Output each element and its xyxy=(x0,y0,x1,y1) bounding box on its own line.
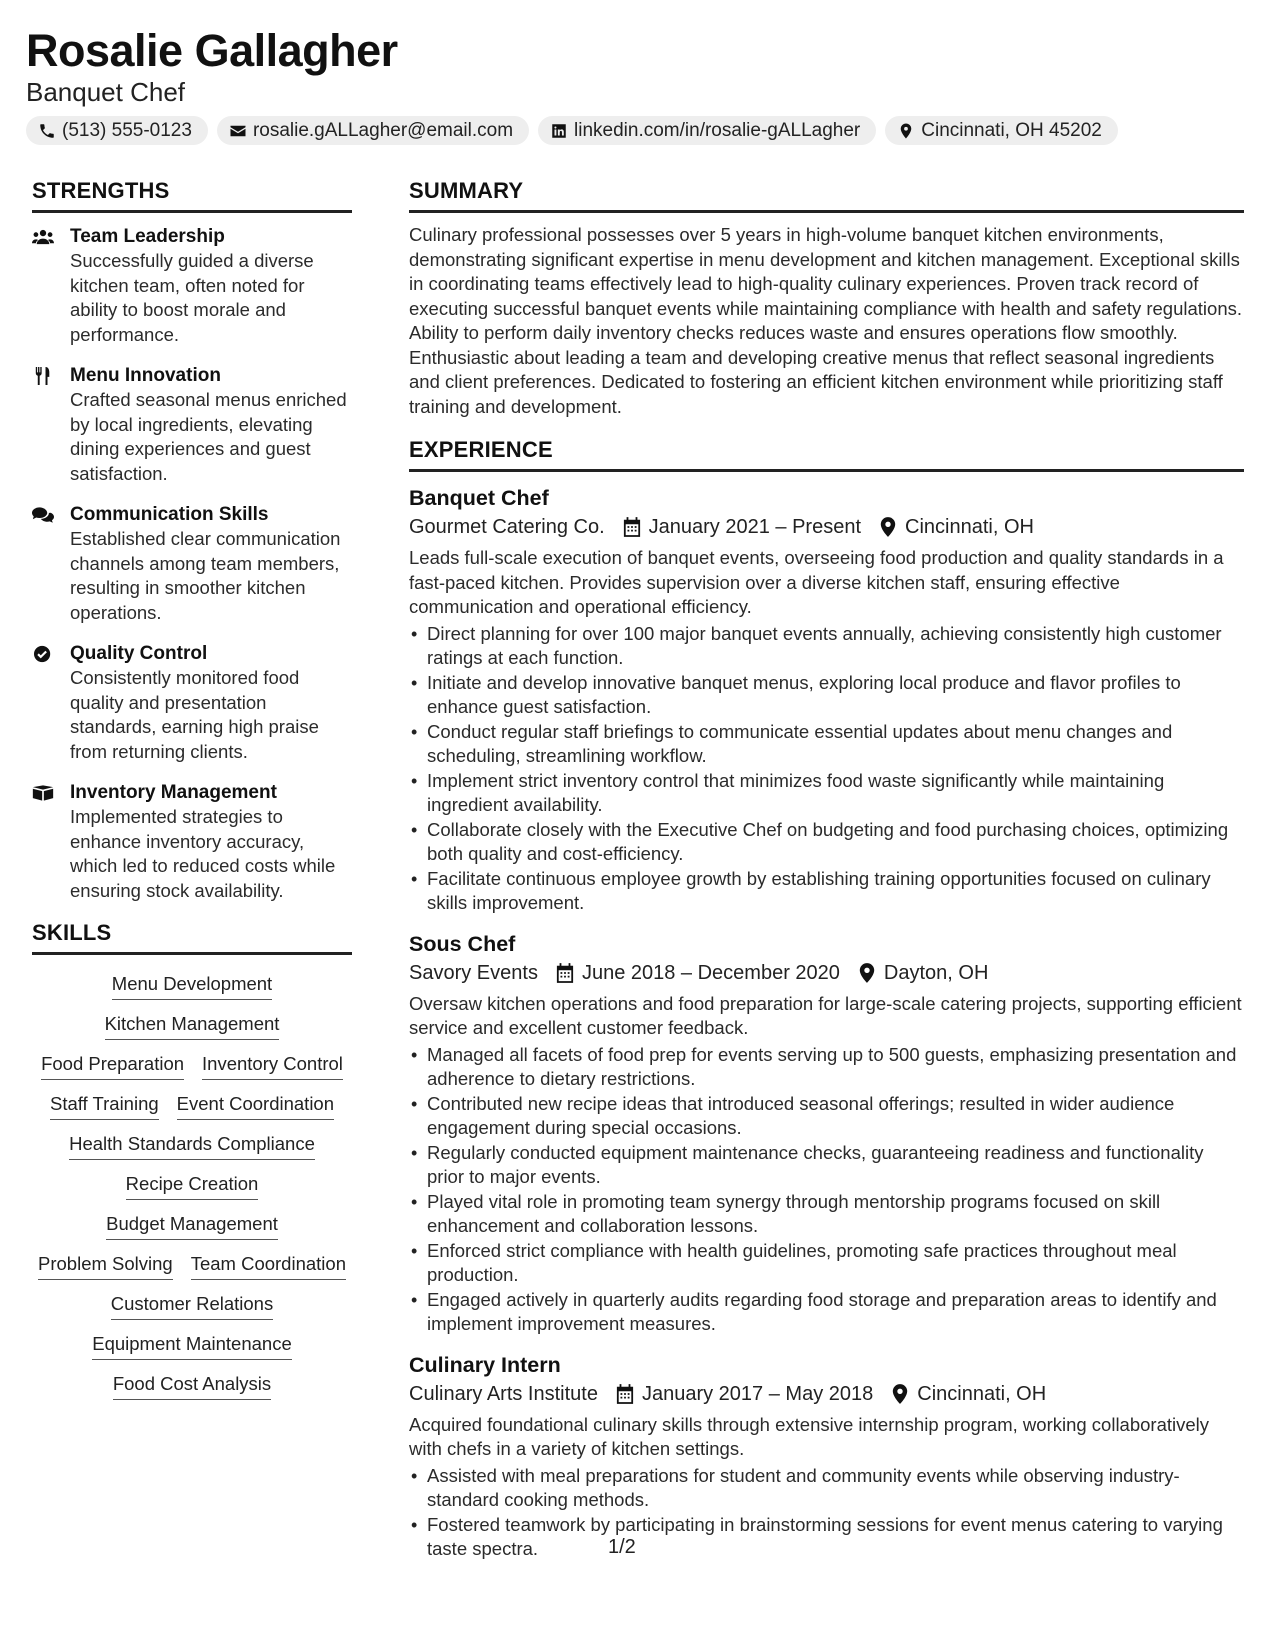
skill-tag: Health Standards Compliance xyxy=(69,1133,315,1160)
right-column xyxy=(409,178,1244,1576)
job-description: Leads full-scale execution of banquet events, overseeing food production and quality standards in a fast-paced kitchen. Provides supervision over a diverse kitchen staff, ensuring effective communication and operational efficiency. xyxy=(409,547,1224,617)
skill-tag: Problem Solving xyxy=(38,1253,173,1280)
skill-tag: Inventory Control xyxy=(202,1053,343,1080)
job-company: Gourmet Catering Co. xyxy=(409,516,605,538)
map-pin-icon xyxy=(891,1384,909,1404)
job-location: Cincinnati, OH xyxy=(905,516,1034,538)
job-entry xyxy=(409,484,1244,916)
utensils-icon xyxy=(32,367,54,385)
job-bullet: • Enforced strict compliance with health guidelines, promoting safe practices throughout meal production. xyxy=(427,1239,1244,1288)
summary-text: Culinary professional possesses over 5 years in high-volume banquet kitchen environments, demonstrating significant expertise in menu development and kitchen management. Exceptional skills in coordinating teams effectively lead to high-quality culinary experiences. Proven track record of executing successful banquet events while maintaining compliance with health and safety regulations. Ability to perform daily inventory checks reduces waste and ensures operations flow smoothly. Enthusiastic about leading a team and developing creative menus that reflect seasonal ingredients and client preferences. Dedicated to fostering an efficient kitchen environment while prioritizing staff training and development. xyxy=(409,224,1242,417)
job-bullet: • Collaborate closely with the Executive Chef on budgeting and food purchasing choices, optimizing both quality and cost-efficiency. xyxy=(427,818,1244,867)
strength-title: Menu Innovation xyxy=(70,365,221,386)
strengths-heading: STRENGTHS xyxy=(32,178,352,213)
job-bullet: • Fostered teamwork by participating in brainstorming sessions for event menus catering to varying taste spectra. xyxy=(427,1513,1244,1562)
job-dates: January 2017 – May 2018 xyxy=(641,1382,874,1405)
skills-heading: SKILLS xyxy=(32,920,352,955)
strength-title: Quality Control xyxy=(70,643,208,664)
job-bullet: • Assisted with meal preparations for student and community events while observing industry-standard cooking methods. xyxy=(427,1464,1244,1513)
skill-tag: Food Preparation xyxy=(41,1053,184,1080)
job-bullet: • Played vital role in promoting team synergy through mentorship programs focused on skill enhancement and collaboration lessons. xyxy=(427,1190,1244,1239)
strength-item xyxy=(32,642,352,764)
email-text: rosalie.gALLagher@email.com xyxy=(252,119,514,141)
strength-title: Team Leadership xyxy=(70,226,225,247)
job-bullets xyxy=(409,1043,1244,1337)
linkedin-text: linkedin.com/in/rosalie-gALLagher xyxy=(574,119,861,141)
job-bullet: • Facilitate continuous employee growth by establishing training opportunities focused on culinary skills improvement. xyxy=(427,867,1244,916)
job-meta xyxy=(409,512,1244,542)
strength-desc: Consistently monitored food quality and presentation standards, earning high praise from returning clients. xyxy=(70,667,319,762)
comments-icon xyxy=(32,506,54,524)
job-bullet: • Engaged actively in quarterly audits regarding food storage and preparation areas to identify and implement improvement measures. xyxy=(427,1288,1244,1337)
strength-title: Inventory Management xyxy=(70,782,277,803)
job-bullet: • Implement strict inventory control that minimizes food waste significantly while maintaining ingredient availability. xyxy=(427,769,1244,818)
skill-tag: Event Coordination xyxy=(177,1093,334,1120)
linkedin-icon xyxy=(550,122,568,140)
strength-desc: Crafted seasonal menus enriched by local ingredients, elevating dining experiences and guest satisfaction. xyxy=(70,389,347,484)
strength-item xyxy=(32,225,352,347)
job-title: Sous Chef xyxy=(409,931,516,956)
job-bullets xyxy=(409,1464,1244,1562)
job-entry xyxy=(409,930,1244,1337)
phone-icon xyxy=(38,122,56,140)
strength-desc: Implemented strategies to enhance inventory accuracy, which led to reduced costs while ensuring stock availability. xyxy=(70,806,336,901)
location-text: Cincinnati, OH 45202 xyxy=(921,119,1102,141)
contact-email[interactable] xyxy=(217,116,529,145)
job-title: Culinary Intern xyxy=(409,1352,561,1377)
strength-item xyxy=(32,781,352,903)
skill-tag: Equipment Maintenance xyxy=(92,1333,292,1360)
job-bullets xyxy=(409,622,1244,916)
resume-header xyxy=(26,24,1246,145)
job-company: Savory Events xyxy=(409,961,538,984)
contact-bar xyxy=(26,116,1246,145)
job-bullet: • Direct planning for over 100 major banquet events annually, achieving consistently high customer ratings at each function. xyxy=(427,622,1244,671)
job-bullet: • Regularly conducted equipment maintenance checks, guaranteeing readiness and functionality prior to major events. xyxy=(427,1141,1244,1190)
skill-tag: Recipe Creation xyxy=(126,1173,259,1200)
job-location: Cincinnati, OH xyxy=(917,1382,1047,1405)
summary-heading: SUMMARY xyxy=(409,178,1244,213)
experience-heading: EXPERIENCE xyxy=(409,437,1244,472)
skill-tag: Menu Development xyxy=(112,973,272,1000)
candidate-title: Banquet Chef xyxy=(26,77,186,107)
skills-list xyxy=(32,967,352,1400)
job-entry xyxy=(409,1351,1244,1562)
skill-tag: Customer Relations xyxy=(111,1293,273,1320)
contact-phone[interactable] xyxy=(26,116,208,145)
calendar-icon xyxy=(616,1384,634,1404)
contact-linkedin[interactable] xyxy=(538,116,876,145)
strength-desc: Successfully guided a diverse kitchen team, often noted for ability to boost morale and performance. xyxy=(70,250,314,345)
job-dates: June 2018 – December 2020 xyxy=(581,961,840,984)
skill-tag: Budget Management xyxy=(106,1213,278,1240)
map-pin-icon xyxy=(897,122,915,140)
calendar-icon xyxy=(556,963,574,983)
job-meta xyxy=(409,958,1244,988)
contact-location xyxy=(885,116,1118,145)
strength-desc: Established clear communication channels among team members, resulting in smoother kitchen operations. xyxy=(70,528,341,623)
skill-tag: Food Cost Analysis xyxy=(113,1373,271,1400)
skill-tag: Staff Training xyxy=(50,1093,159,1120)
job-dates: January 2021 – Present xyxy=(648,516,862,538)
users-icon xyxy=(32,228,54,246)
strength-title: Communication Skills xyxy=(70,504,269,525)
job-bullet: • Initiate and develop innovative banquet menus, exploring local produce and flavor profiles to enhance guest satisfaction. xyxy=(427,671,1244,720)
phone-text: (513) 555-0123 xyxy=(62,119,192,141)
job-location: Dayton, OH xyxy=(883,961,989,984)
candidate-name: Rosalie Gallagher xyxy=(26,25,398,76)
strength-item xyxy=(32,364,352,486)
boxes-icon xyxy=(32,784,54,802)
page-number: 1/2 xyxy=(608,1536,636,1558)
check-circle-icon xyxy=(32,645,54,663)
job-description: Oversaw kitchen operations and food preparation for large-scale catering projects, supporting efficient service and excellent customer feedback. xyxy=(409,992,1242,1038)
map-pin-icon xyxy=(858,963,876,983)
skill-tag: Team Coordination xyxy=(191,1253,346,1280)
job-description: Acquired foundational culinary skills through extensive internship program, working collaboratively with chefs in a variety of kitchen settings. xyxy=(409,1413,1210,1459)
job-title: Banquet Chef xyxy=(409,486,549,510)
job-bullet: • Contributed new recipe ideas that introduced seasonal offerings; resulted in wider audience engagement during special occasions. xyxy=(427,1092,1244,1141)
job-bullet: • Managed all facets of food prep for events serving up to 500 guests, emphasizing presentation and adherence to dietary restrictions. xyxy=(427,1043,1244,1092)
job-meta xyxy=(409,1379,1244,1409)
job-company: Culinary Arts Institute xyxy=(409,1382,598,1405)
calendar-icon xyxy=(623,517,641,537)
left-column xyxy=(32,178,352,1400)
map-pin-icon xyxy=(879,517,897,537)
envelope-icon xyxy=(229,122,247,140)
job-bullet: • Conduct regular staff briefings to communicate essential updates about menu changes and scheduling, streamlining workflow. xyxy=(427,720,1244,769)
skill-tag: Kitchen Management xyxy=(105,1013,280,1040)
strength-item xyxy=(32,503,352,625)
